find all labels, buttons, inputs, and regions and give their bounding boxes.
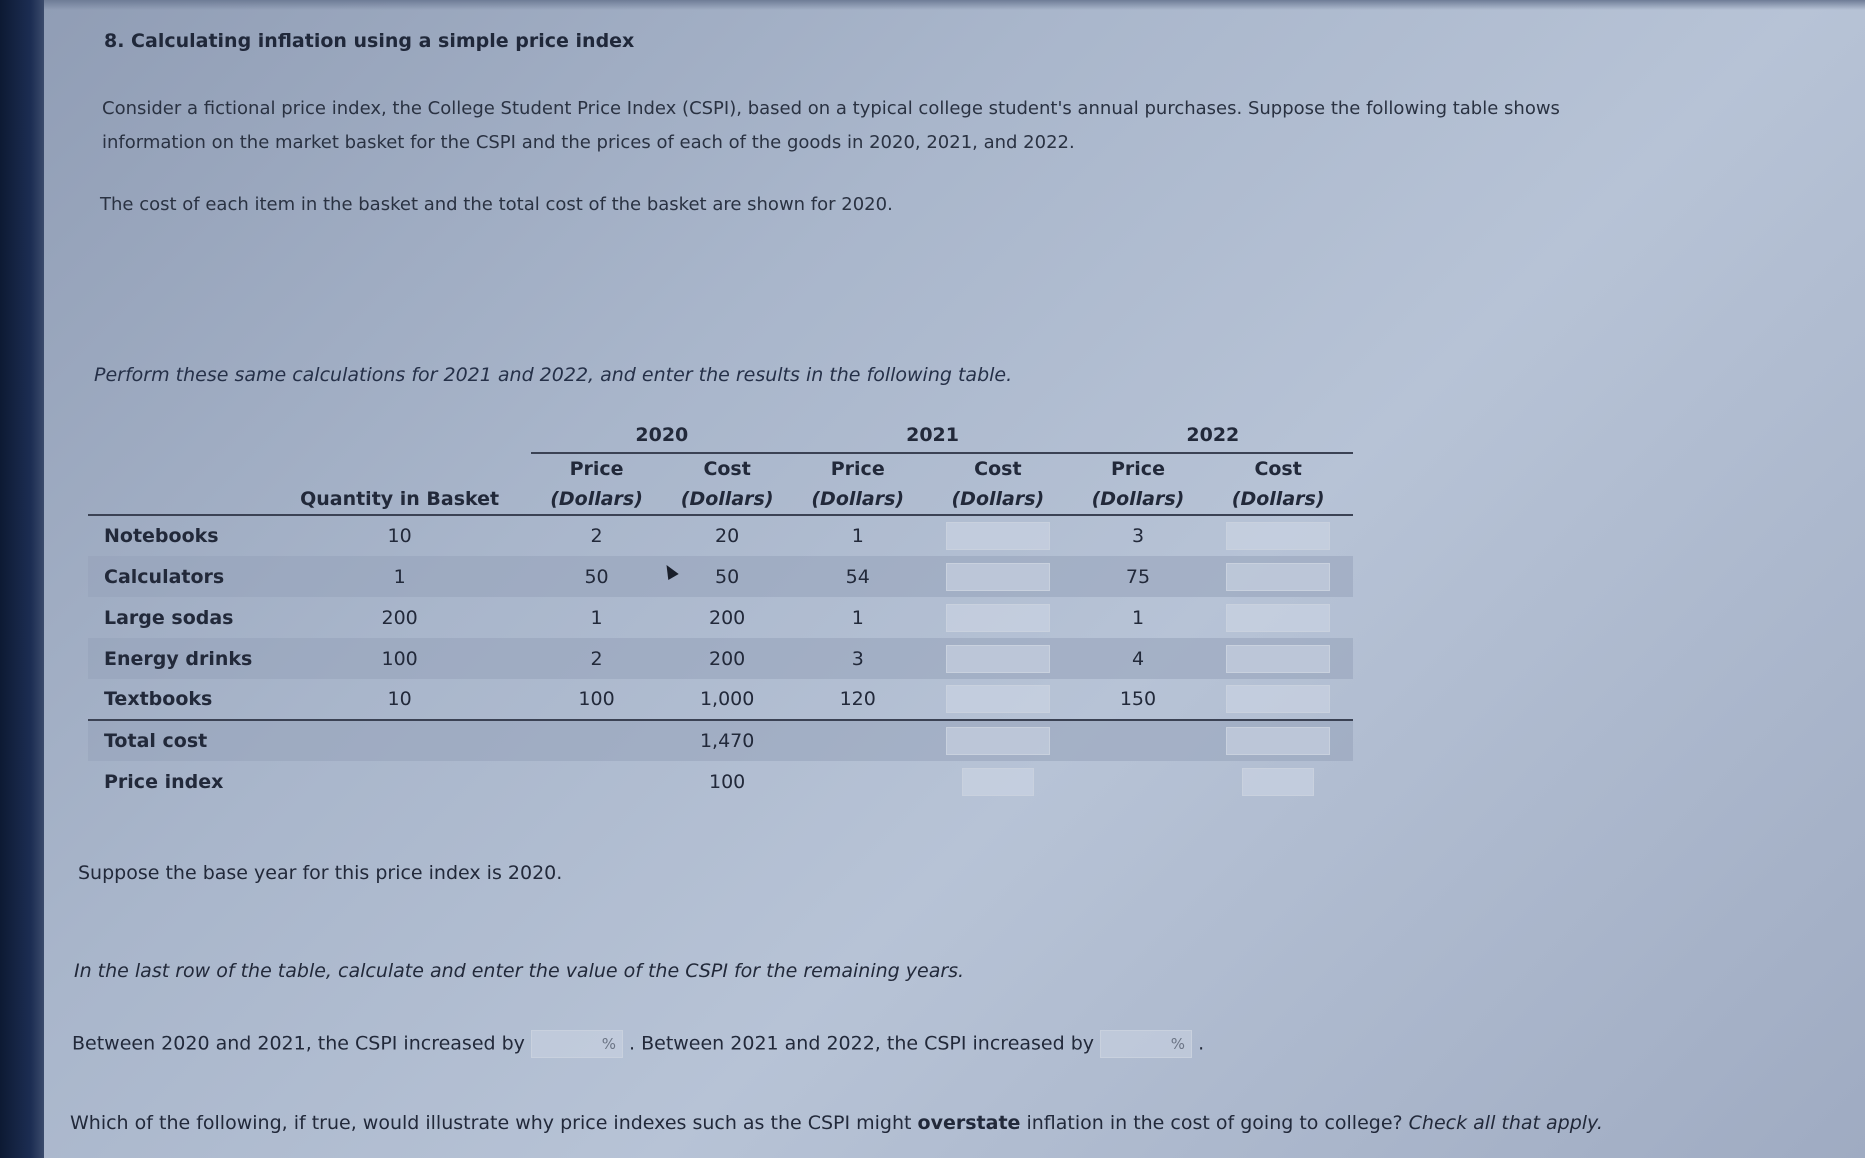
base-year-note: Suppose the base year for this price index is 2020.	[78, 862, 563, 884]
price-header: Price	[830, 458, 885, 480]
price-2022-cell: 4	[1073, 638, 1204, 679]
quantity-cell: 10	[387, 525, 412, 547]
total-cost-2020: 1,470	[662, 720, 793, 761]
price-2021-cell: 1	[851, 525, 864, 547]
cost-2020-cell: 1,000	[699, 688, 755, 710]
table-instruction: Perform these same calculations for 2021 and 2022, and enter the results in the following table.	[94, 364, 1013, 386]
price-2020-cell: 1	[590, 606, 603, 629]
increase-text-end: .	[1198, 1032, 1205, 1055]
question-text-after: inflation in the cost of going to college?	[1026, 1112, 1403, 1134]
last-row-instruction: In the last row of the table, calculate and enter the value of the CSPI for the remaining years.	[74, 960, 965, 982]
intro-text: Consider a fictional price index, the College Student Price Index (CSPI), based on a typical college student's annual purchases. Suppose the following table shows information on the market basket for the CSPI and the prices of each of the goods in 2020, 2021, and 2022.	[102, 98, 1560, 153]
price-2021-cell: 54	[792, 556, 923, 597]
total-cost-2021-input[interactable]	[946, 727, 1050, 755]
item-name: Textbooks	[104, 688, 213, 710]
price-index-row	[88, 761, 1353, 802]
price-index-label: Price index	[104, 770, 224, 793]
increase-text-2: . Between 2021 and 2022, the CSPI increased by	[629, 1032, 1095, 1055]
cost-2020-cell: 20	[715, 525, 740, 547]
cspi-table	[88, 420, 1353, 802]
price-index-2022-input[interactable]	[1242, 768, 1314, 796]
price-2021-cell: 1	[851, 606, 864, 629]
header-years	[88, 420, 1353, 453]
cost-2020-cell: 200	[662, 638, 793, 679]
cost-2021-input[interactable]	[946, 563, 1050, 591]
total-cost-row	[88, 720, 1353, 761]
year-2021-header: 2021	[792, 420, 1072, 453]
increase-2020-2021-input[interactable]: %	[531, 1030, 623, 1058]
total-cost-2022-input[interactable]	[1226, 727, 1330, 755]
unit-label: (Dollars)	[662, 484, 793, 515]
increase-2021-2022-input[interactable]: %	[1100, 1030, 1192, 1058]
cost-2022-input[interactable]	[1226, 522, 1330, 550]
price-2021-cell: 120	[839, 688, 876, 710]
cost-header: Cost	[1254, 458, 1302, 480]
price-2022-cell: 1	[1131, 606, 1145, 629]
price-2022-cell: 150	[1119, 688, 1157, 710]
cost-2020-cell: 50	[662, 556, 793, 597]
price-2020-cell: 50	[531, 556, 662, 597]
unit-label: (Dollars)	[923, 484, 1073, 515]
price-header: Price	[1111, 458, 1165, 480]
increase-sentence	[72, 1030, 1302, 1058]
price-index-2020: 100	[709, 770, 746, 793]
price-header: Price	[569, 458, 624, 480]
item-name: Large sodas	[104, 606, 234, 629]
item-name: Calculators	[88, 556, 268, 597]
cost-header: Cost	[974, 458, 1022, 480]
table-row	[88, 597, 1353, 638]
cost-2022-input[interactable]	[1226, 604, 1330, 632]
cost-2021-input[interactable]	[946, 685, 1050, 713]
cost-2022-input[interactable]	[1226, 645, 1330, 673]
price-2021-cell: 3	[792, 638, 923, 679]
question-bold-word: overstate	[917, 1112, 1021, 1134]
intro-note: The cost of each item in the basket and the total cost of the basket are shown for 2020.	[100, 194, 893, 215]
table-row	[88, 679, 1353, 720]
item-name: Notebooks	[104, 525, 219, 547]
quantity-cell: 100	[268, 638, 531, 679]
cost-2021-input[interactable]	[946, 645, 1050, 673]
price-2022-cell: 75	[1073, 556, 1204, 597]
price-2020-cell: 2	[531, 638, 662, 679]
question-check-all: Check all that apply.	[1408, 1112, 1603, 1134]
cost-2021-input[interactable]	[946, 522, 1050, 550]
unit-label: (Dollars)	[1073, 484, 1204, 515]
overstate-question	[70, 1106, 1610, 1140]
quantity-header: Quantity in Basket	[268, 484, 531, 515]
question-text-before: Which of the following, if true, would illustrate why price indexes such as the CSPI might	[70, 1112, 912, 1134]
item-name: Energy drinks	[88, 638, 268, 679]
quantity-cell: 200	[381, 606, 418, 629]
cost-2020-cell: 200	[709, 606, 746, 629]
header-units	[88, 484, 1353, 515]
header-labels	[88, 453, 1353, 484]
unit-label: (Dollars)	[531, 484, 662, 515]
unit-label: (Dollars)	[792, 484, 923, 515]
table-row	[88, 556, 1353, 597]
question-title: 8. Calculating inflation using a simple price index	[104, 30, 635, 52]
table-row	[88, 638, 1353, 679]
price-2022-cell: 3	[1131, 525, 1145, 547]
quantity-cell: 10	[387, 688, 412, 710]
cost-2022-input[interactable]	[1226, 685, 1330, 713]
increase-text-1: Between 2020 and 2021, the CSPI increased by	[72, 1032, 525, 1055]
total-cost-label: Total cost	[88, 720, 268, 761]
price-2020-cell: 100	[578, 688, 615, 710]
unit-label: (Dollars)	[1203, 484, 1353, 515]
screen-bezel	[0, 0, 44, 1158]
question-page	[44, 0, 1865, 1158]
price-index-2021-input[interactable]	[962, 768, 1034, 796]
year-2022-header: 2022	[1073, 420, 1353, 453]
quantity-cell: 1	[268, 556, 531, 597]
table-row	[88, 515, 1353, 556]
cost-2022-input[interactable]	[1226, 563, 1330, 591]
year-2020-header: 2020	[531, 420, 792, 453]
cost-header: Cost	[703, 458, 751, 480]
cost-2021-input[interactable]	[946, 604, 1050, 632]
price-2020-cell: 2	[590, 525, 603, 547]
